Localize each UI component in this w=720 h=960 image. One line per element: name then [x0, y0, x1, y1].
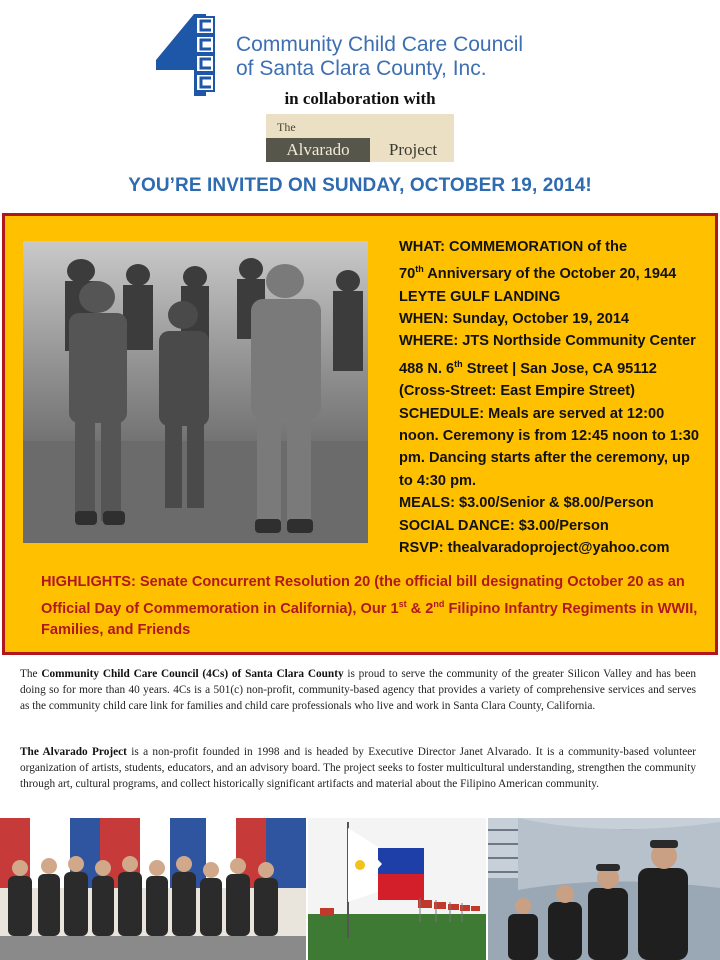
historical-soldiers-photo: [23, 241, 368, 543]
event-panel: [2, 213, 718, 655]
veterans-salute-photo: [488, 818, 720, 960]
schedule-line-1: SCHEDULE: Meals are served at 12:00: [399, 405, 665, 422]
schedule-line-2: noon. Ceremony is from 12:45 noon to 1:30: [399, 427, 700, 444]
invite-headline: YOU’RE INVITED ON SUNDAY, OCTOBER 19, 2014!: [128, 175, 592, 196]
when-line: WHEN: Sunday, October 19, 2014: [399, 311, 630, 328]
about-alvarado-name: The Alvarado Project: [20, 746, 127, 758]
what-line-1: WHAT: COMMEMORATION of the: [399, 239, 628, 255]
where-line-1: WHERE: JTS Northside Community Center: [399, 333, 696, 350]
alvarado-project-logo: [266, 114, 454, 162]
dance-line: SOCIAL DANCE: $3.00/Person: [399, 517, 609, 534]
highlights-text: HIGHLIGHTS: Senate Concurrent Resolution 20 (the official bill designating October 20 as an Official Day of Commemoration in California), Our 1st & 2nd Filipino Infantry Regiments in WWII, Families, and Friends: [41, 574, 698, 638]
org-name: [236, 33, 523, 81]
logo-project: Project: [388, 140, 438, 159]
event-details: [399, 236, 715, 559]
where-line-3: (Cross-Street: East Empire Street): [399, 383, 636, 400]
what-line-3: LEYTE GULF LANDING: [399, 288, 561, 305]
what-line-2: 70th Anniversary of the October 20, 1944: [399, 264, 677, 283]
about-4cs-name: Community Child Care Council (4Cs) of Santa Clara County: [41, 668, 344, 680]
rsvp-email: RSVP: thealvaradoproject@yahoo.com: [399, 540, 670, 556]
flags-field-photo: [308, 818, 486, 960]
logo-the: The: [277, 120, 296, 134]
collaboration-text: in collaboration with: [284, 89, 436, 108]
about-4cs-paragraph: The Community Child Care Council (4Cs) of Santa Clara County is proud to serve the community of the greater Silicon Valley and has been doing so for more than 40 years. 4Cs is a 501(c) non-profit, community-based agency that provides a variety of comprehensive services and serves as the community child care link for families and child care professionals who live and work in Santa Clara County, California.: [20, 668, 696, 713]
logo-alvarado: Alvarado: [266, 138, 370, 162]
org-name-line1: Community Child Care Council: [236, 33, 524, 56]
about-alvarado-paragraph: The Alvarado Project is a non-profit founded in 1998 and is headed by Executive Director Janet Alvarado. It is a community-based volunteer organization of artists, students, educators, and an advisory board. The project seeks to foster multicultural understanding, strengthen the community through art, cultural programs, and collect historically significant artifacts and material about the Filipino American community.: [20, 746, 696, 791]
schedule-line-4: to 4:30 pm.: [399, 472, 477, 489]
schedule-line-3: pm. Dancing starts after the ceremony, up: [399, 450, 690, 467]
meals-line: MEALS: $3.00/Senior & $8.00/Person: [399, 495, 654, 512]
org-name-line2: of Santa Clara County, Inc.: [236, 57, 487, 80]
veterans-group-photo: [0, 818, 306, 960]
4cs-logo: [156, 14, 218, 96]
where-line-2: 488 N. 6th Street | San Jose, CA 95112: [399, 358, 657, 377]
